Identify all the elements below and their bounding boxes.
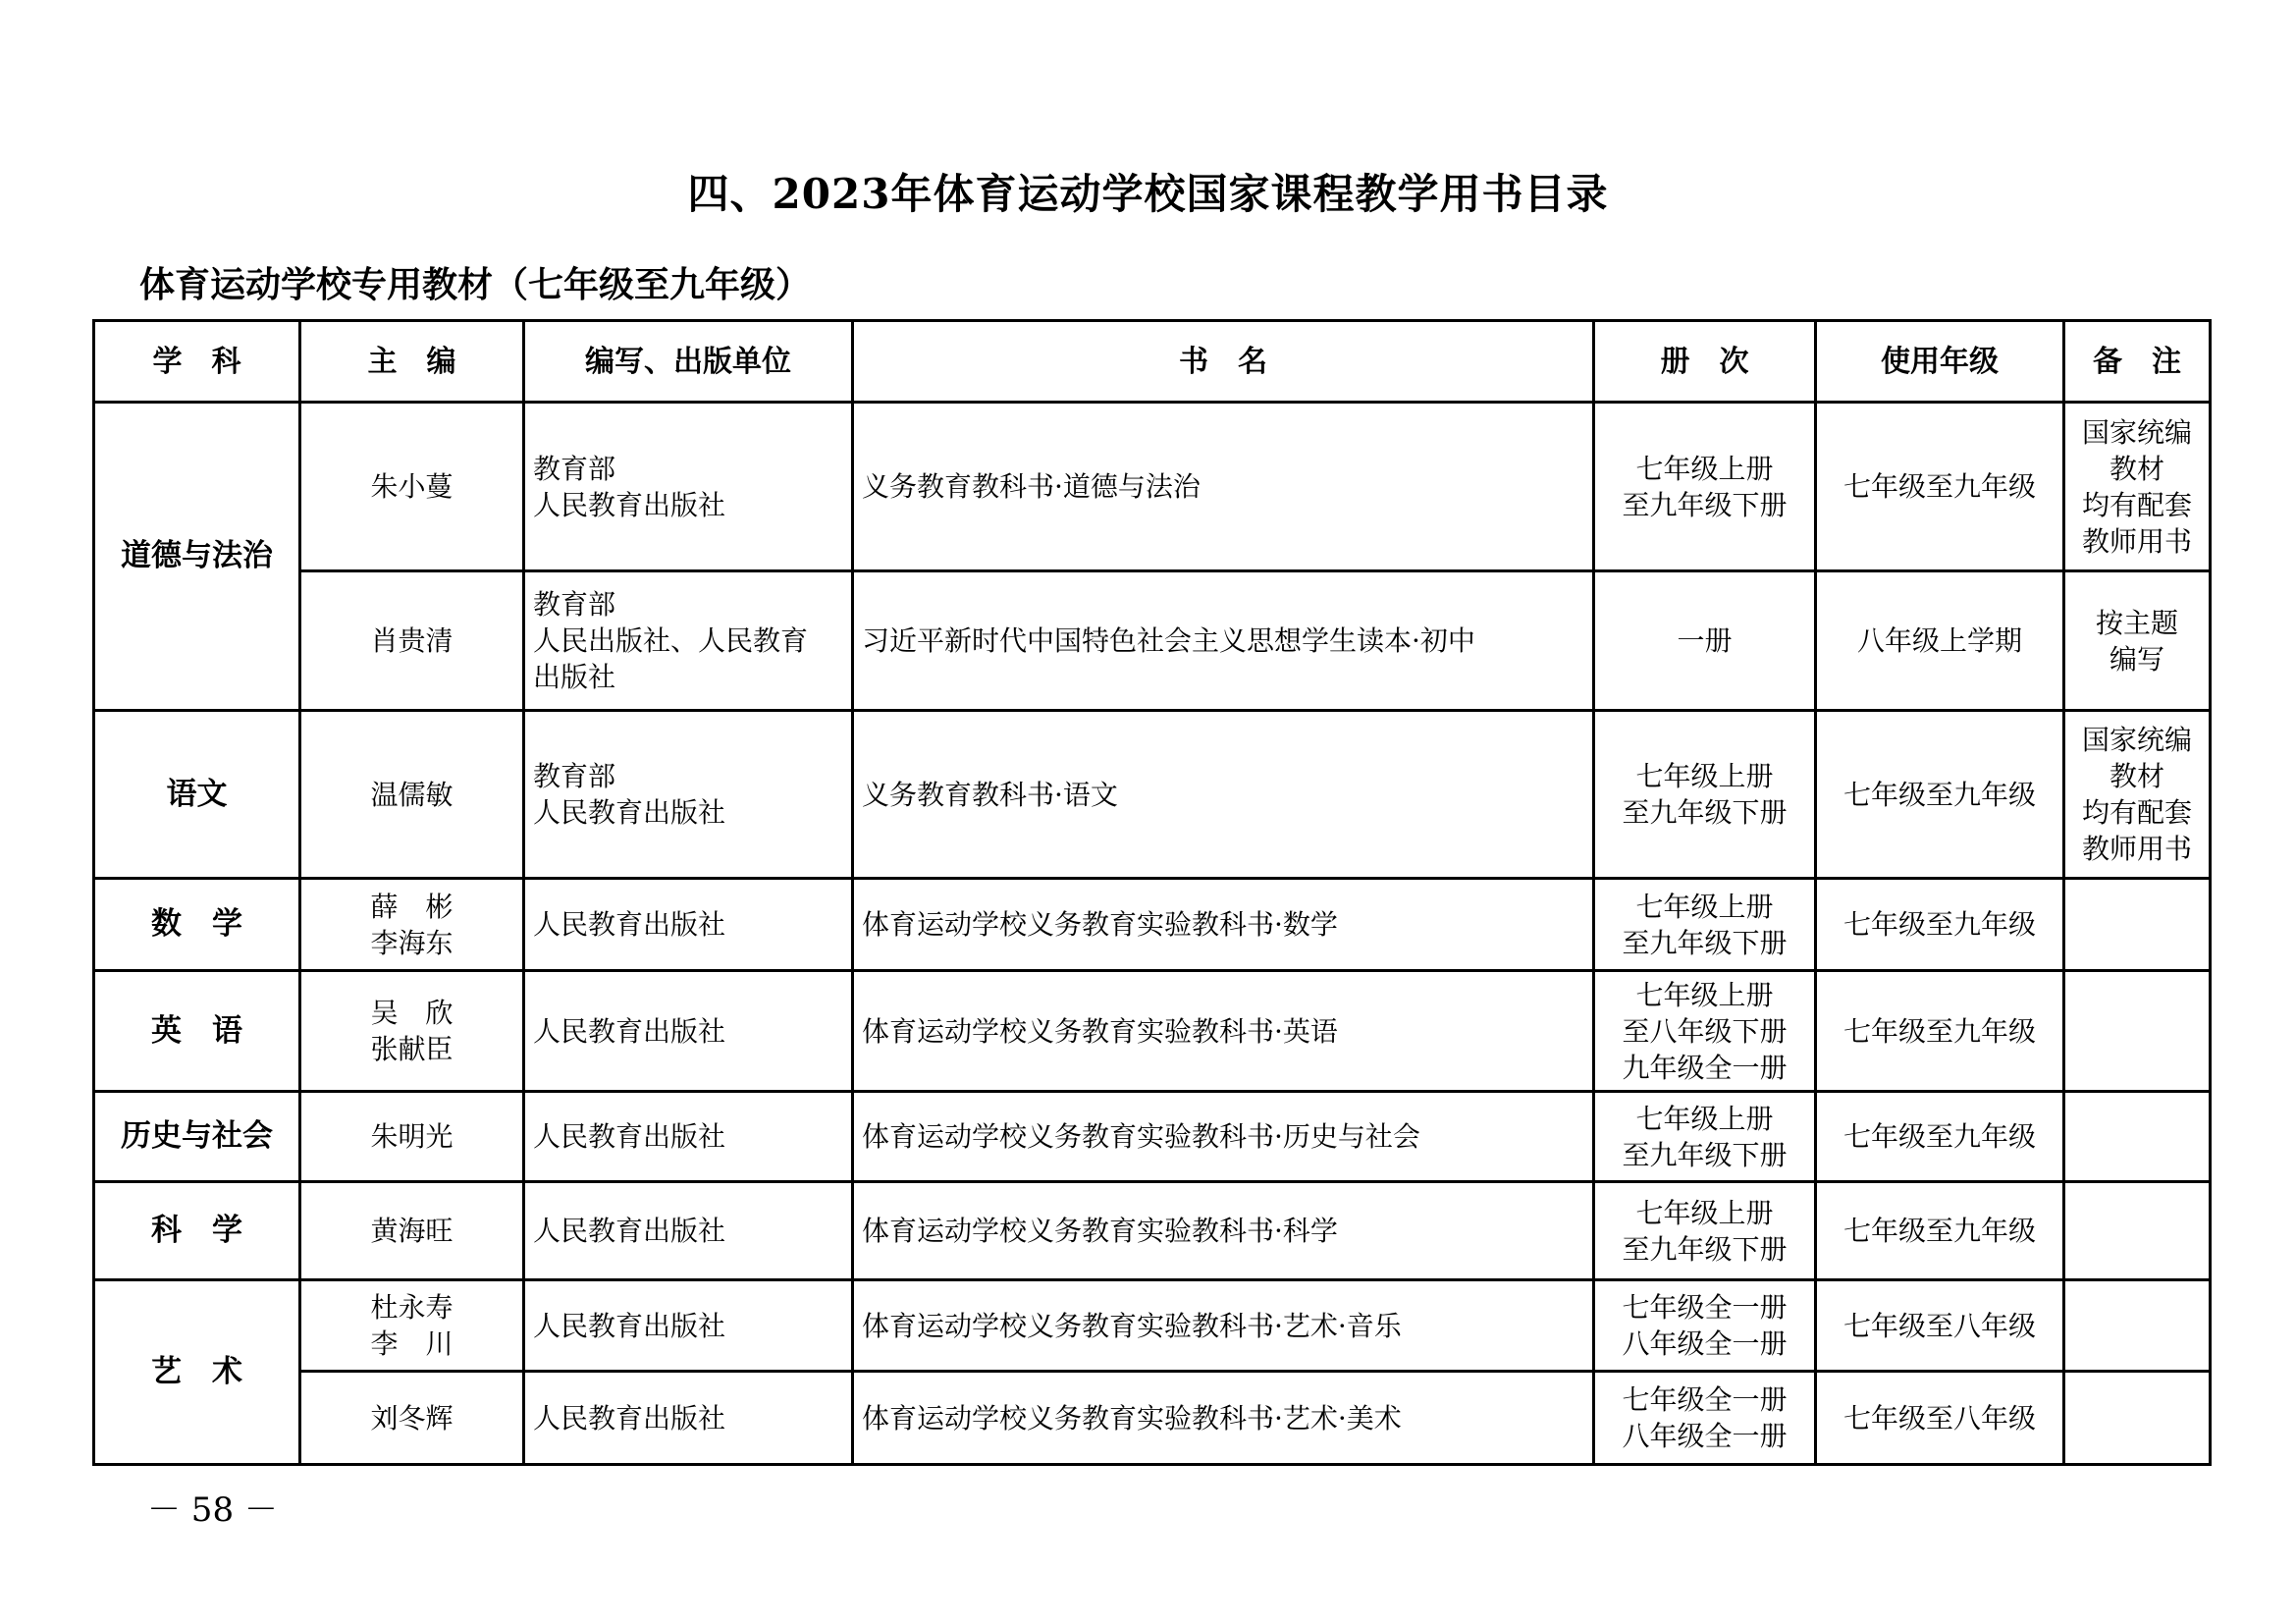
editor-cell: 朱小蔓: [300, 403, 524, 571]
page-title: 四、2023年体育运动学校国家课程教学用书目录: [687, 170, 1609, 218]
book-title-cell: 义务教育教科书·语文: [853, 711, 1594, 879]
subject-cell: 英 语: [94, 971, 300, 1092]
publisher-cell: 人民教育出版社: [524, 1280, 853, 1372]
table-caption: 体育运动学校专用教材（七年级至九年级）: [139, 264, 812, 305]
editor-cell: 黄海旺: [300, 1182, 524, 1280]
editor-cell: 肖贵清: [300, 571, 524, 711]
book-title-cell: 体育运动学校义务教育实验教科书·艺术·美术: [853, 1372, 1594, 1465]
book-title-cell: 体育运动学校义务教育实验教科书·历史与社会: [853, 1092, 1594, 1182]
book-title-cell: 体育运动学校义务教育实验教科书·英语: [853, 971, 1594, 1092]
grade-cell: 七年级至九年级: [1816, 971, 2064, 1092]
book-title-cell: 体育运动学校义务教育实验教科书·科学: [853, 1182, 1594, 1280]
publisher-cell: 人民教育出版社: [524, 1182, 853, 1280]
grade-cell: 七年级至八年级: [1816, 1280, 2064, 1372]
header-book: 书 名: [853, 321, 1594, 403]
publisher-cell: 人民教育出版社: [524, 1372, 853, 1465]
table-row: [94, 711, 2211, 879]
grade-cell: 七年级至九年级: [1816, 1092, 2064, 1182]
header-publisher: 编写、出版单位: [524, 321, 853, 403]
table-row: [94, 1182, 2211, 1280]
remark-cell: [2064, 879, 2211, 971]
volume-cell: 七年级上册 至九年级下册: [1594, 1092, 1816, 1182]
remark-cell: [2064, 1280, 2211, 1372]
volume-cell: 七年级上册 至九年级下册: [1594, 403, 1816, 571]
grade-cell: 七年级至九年级: [1816, 403, 2064, 571]
table-row: [94, 971, 2211, 1092]
grade-cell: 八年级上学期: [1816, 571, 2064, 711]
volume-cell: 七年级上册 至九年级下册: [1594, 879, 1816, 971]
editor-cell: 吴 欣 张献臣: [300, 971, 524, 1092]
publisher-cell: 人民教育出版社: [524, 1092, 853, 1182]
grade-cell: 七年级至九年级: [1816, 1182, 2064, 1280]
textbook-catalog-table: [92, 319, 2212, 1466]
header-remark: 备 注: [2064, 321, 2211, 403]
remark-cell: 国家统编 教材 均有配套 教师用书: [2064, 403, 2211, 571]
subject-cell: 历史与社会: [94, 1092, 300, 1182]
remark-cell: [2064, 1092, 2211, 1182]
header-volume: 册 次: [1594, 321, 1816, 403]
remark-cell: [2064, 971, 2211, 1092]
editor-cell: 杜永寿 李 川: [300, 1280, 524, 1372]
volume-cell: 七年级上册 至九年级下册: [1594, 1182, 1816, 1280]
publisher-cell: 人民教育出版社: [524, 971, 853, 1092]
book-title-cell: 习近平新时代中国特色社会主义思想学生读本·初中: [853, 571, 1594, 711]
table-row: [94, 1372, 2211, 1465]
book-title-cell: 体育运动学校义务教育实验教科书·艺术·音乐: [853, 1280, 1594, 1372]
remark-cell: 国家统编 教材 均有配套 教师用书: [2064, 711, 2211, 879]
volume-cell: 七年级上册 至八年级下册 九年级全一册: [1594, 971, 1816, 1092]
publisher-cell: 教育部 人民教育出版社: [524, 711, 853, 879]
header-subject: 学 科: [94, 321, 300, 403]
header-grade: 使用年级: [1816, 321, 2064, 403]
volume-cell: 七年级全一册 八年级全一册: [1594, 1372, 1816, 1465]
subject-cell: 科 学: [94, 1182, 300, 1280]
volume-cell: 七年级上册 至九年级下册: [1594, 711, 1816, 879]
subject-cell: 语文: [94, 711, 300, 879]
editor-cell: 温儒敏: [300, 711, 524, 879]
table-row: [94, 1280, 2211, 1372]
book-title-cell: 义务教育教科书·道德与法治: [853, 403, 1594, 571]
grade-cell: 七年级至九年级: [1816, 711, 2064, 879]
page-number: － 58 －: [147, 1490, 278, 1530]
publisher-cell: 教育部 人民出版社、人民教育 出版社: [524, 571, 853, 711]
editor-cell: 朱明光: [300, 1092, 524, 1182]
table-header-row: [94, 321, 2211, 403]
table-row: [94, 879, 2211, 971]
editor-cell: 薛 彬 李海东: [300, 879, 524, 971]
remark-cell: [2064, 1182, 2211, 1280]
subject-cell: 道德与法治: [94, 403, 300, 711]
table-row: [94, 571, 2211, 711]
subject-cell: 数 学: [94, 879, 300, 971]
volume-cell: 七年级全一册 八年级全一册: [1594, 1280, 1816, 1372]
table-row: [94, 403, 2211, 571]
remark-cell: [2064, 1372, 2211, 1465]
book-title-cell: 体育运动学校义务教育实验教科书·数学: [853, 879, 1594, 971]
subject-cell: 艺 术: [94, 1280, 300, 1465]
grade-cell: 七年级至八年级: [1816, 1372, 2064, 1465]
publisher-cell: 人民教育出版社: [524, 879, 853, 971]
remark-cell: 按主题 编写: [2064, 571, 2211, 711]
volume-cell: 一册: [1594, 571, 1816, 711]
editor-cell: 刘冬辉: [300, 1372, 524, 1465]
publisher-cell: 教育部 人民教育出版社: [524, 403, 853, 571]
table-row: [94, 1092, 2211, 1182]
grade-cell: 七年级至九年级: [1816, 879, 2064, 971]
header-editor: 主 编: [300, 321, 524, 403]
